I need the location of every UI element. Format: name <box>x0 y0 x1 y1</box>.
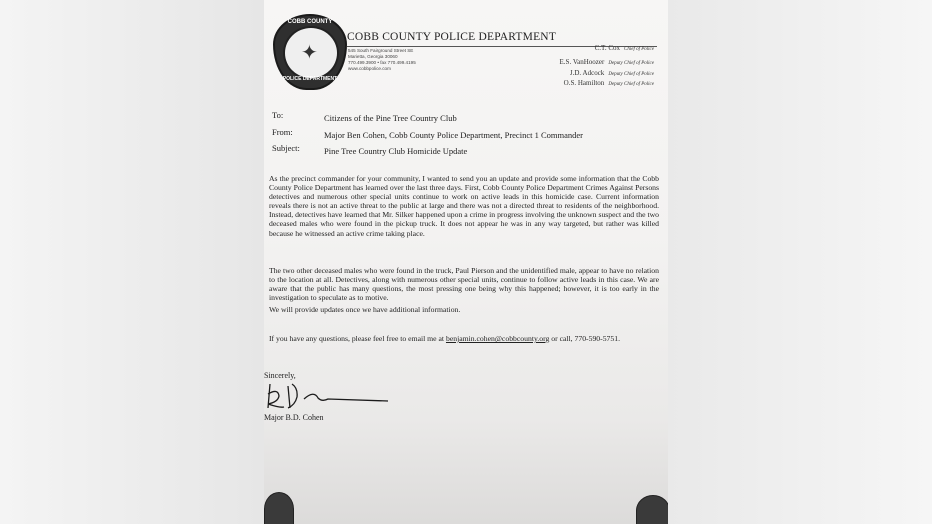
department-name: COBB COUNTY POLICE DEPARTMENT <box>347 31 557 43</box>
deputy-title: Deputy Chief of Police <box>608 82 654 88</box>
sign-off: Sincerely, <box>264 371 296 380</box>
subject-value: Pine Tree Country Club Homicide Update <box>324 146 468 156</box>
seal-emblem <box>283 26 339 80</box>
contact-paragraph <box>269 334 659 343</box>
deputy-chief <box>560 69 654 80</box>
address-line: www.cobbpolice.com <box>348 66 391 71</box>
eagle-icon: ✦ <box>301 42 318 64</box>
deputy-title: Deputy Chief of Police <box>608 61 654 66</box>
subject-label: Subject: <box>272 143 300 153</box>
footer-seal-right <box>636 495 668 524</box>
seal-text-bottom: POLICE DEPARTMENT <box>282 76 338 82</box>
deputy-title: Deputy Chief of Police <box>608 71 654 77</box>
chief-name: C.T. Cox <box>594 44 620 52</box>
seal-text-top: COBB COUNTY <box>287 19 333 25</box>
from-label: From: <box>272 127 293 137</box>
deputy-chief <box>560 79 654 90</box>
deputy-chief <box>560 58 654 69</box>
department-address <box>348 48 416 72</box>
deputy-chiefs <box>560 58 654 90</box>
signer-name: Major B.D. Cohen <box>264 413 324 422</box>
police-badge-seal <box>273 14 347 90</box>
contact-phone: or call, 770-590-5751. <box>549 334 621 343</box>
address-line: 770.499.3900 • fax 770.499.4195 <box>348 60 416 65</box>
footer-seal-left <box>264 492 294 524</box>
chief-title: Chief of Police <box>624 47 654 52</box>
to-label: To: <box>272 110 284 120</box>
from-value: Major Ben Cohen, Cobb County Police Department, Precinct 1 Commander <box>324 130 583 140</box>
body-paragraph-2: The two other deceased males who were found in the truck, Paul Pierson and the unidentified male, appear to have no relation to the location at all. Detectives, along with numerous other special units, continue to follow active leads in this case. We are aware that the public has many questions, the most pressing one being why this happened; however, it is too early in the investigation to speculate as to motive. <box>269 266 659 303</box>
contact-text: If you have any questions, please feel free to email me at <box>269 334 446 343</box>
deputy-name: E.S. VanHoozer <box>559 58 605 66</box>
background-left <box>0 0 264 524</box>
svg-text:.: . <box>267 403 269 409</box>
deputy-name: O.S. Hamilton <box>563 79 605 88</box>
address-line: Marietta, Georgia 30060 <box>348 54 398 59</box>
signature-image <box>264 380 394 412</box>
address-line: 545 South Fairground Street SE <box>348 48 414 53</box>
email-link[interactable]: benjamin.cohen@cobbcounty.org <box>445 334 550 343</box>
body-paragraph-3: We will provide updates once we have additional information. <box>269 305 461 314</box>
background-right <box>668 0 932 524</box>
chief-of-police <box>595 44 654 52</box>
letter-page <box>264 0 668 524</box>
body-paragraph-1: As the precinct commander for your community, I wanted to send you an update and provide some information that the Cobb County Police Department has learned over the last three days. First, Cobb County Police Department Crimes Against Persons detectives and numerous other special units continue to work on active leads in this homicide case. Current information reveals there is not an active threat to the public at large and there was not a directed threat to residents of the neighborhood. Instead, detectives have learned that Mr. Silker happened upon a crime in progress involving the unknown suspect and the two deceased males who were found in the pickup truck. It does not appear he was in any way targeted, but rather was killed because he witnessed an active crime taking place. <box>269 174 659 238</box>
to-value: Citizens of the Pine Tree Country Club <box>324 113 457 123</box>
deputy-name: J.D. Adcock <box>569 68 605 77</box>
